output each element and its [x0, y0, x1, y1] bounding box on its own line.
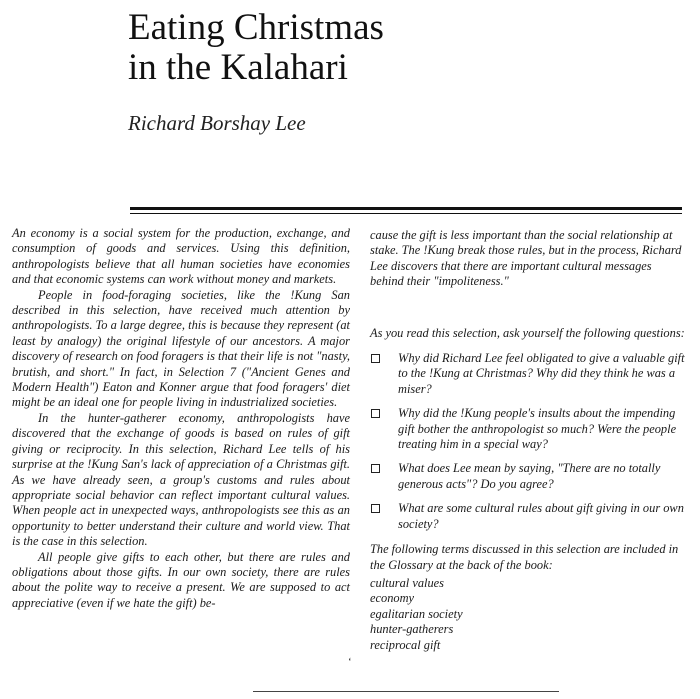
- question-item: [370, 461, 688, 492]
- question-text: Why did the !Kung people's insults about the impending gift bother the anthropologist so much? Were the people treating him in a special way?: [398, 406, 677, 452]
- empty-checkbox-icon: [371, 409, 380, 418]
- author-name: Richard Borshay Lee: [128, 111, 306, 135]
- paragraph-gifts: All people give gifts to each other, but there are rules and obligations about those gifts. In our own society, there are rules about the polite way to receive a present. We are supposed to act appreciative (even if we hate the gift) be-: [12, 549, 350, 610]
- question-item: [370, 351, 688, 397]
- glossary-intro: The following terms discussed in this selection are included in the Glossary at the back of the book:: [370, 542, 679, 572]
- question-item: [370, 406, 688, 452]
- right-column: [370, 228, 688, 653]
- paragraph-continuation: cause the gift is less important than the social relationship at stake. The !Kung break those rules, but in the process, Richard Lee discovers that there are important cultural messages behind their "impoliteness.": [370, 228, 682, 289]
- title-line-1: Eating Christmas: [128, 7, 384, 48]
- paragraph-economy: An economy is a social system for the production, exchange, and consumption of goods and services. Using this definition, anthropologists believe that all human societies have economies and that economic systems can work without money and markets.: [12, 226, 350, 287]
- paragraph-food-foragers: People in food-foraging societies, like the !Kung San described in this selection, have received much attention by anthropologists. To a large degree, this is because they represent (at least by analogy) the original lifestyle of our ancestors. A major discovery of research on food foragers is that their life is not "nasty, brutish, and short." In fact, in Selection 7 ("Ancient Genes and Modern Health") Eaton and Konner argue that food foragers' diet might be an ideal one for people living in industrialized societies.: [12, 287, 350, 410]
- glossary-term: hunter-gatherers: [370, 622, 454, 637]
- margin-mark: ʻ: [348, 656, 352, 668]
- glossary-term: egalitarian society: [370, 606, 463, 621]
- header-rule-thin: [130, 213, 682, 214]
- empty-checkbox-icon: [371, 464, 380, 473]
- question-text: What does Lee mean by saying, "There are no totally generous acts"? Do you agree?: [398, 461, 661, 491]
- footer-rule: [253, 691, 559, 692]
- empty-checkbox-icon: [371, 354, 380, 363]
- glossary-term: economy: [370, 591, 415, 606]
- title-line-2: in the Kalahari: [128, 47, 348, 88]
- questions-intro: As you read this selection, ask yourself the following questions:: [370, 325, 685, 340]
- question-item: [370, 501, 688, 532]
- question-text: What are some cultural rules about gift giving in our own society?: [398, 501, 684, 531]
- left-column: [12, 226, 350, 611]
- header-rule-thick: [130, 207, 682, 210]
- glossary-terms: [370, 576, 688, 653]
- questions-list: [370, 351, 688, 532]
- glossary-term: reciprocal gift: [370, 637, 441, 652]
- paragraph-reciprocity: In the hunter-gatherer economy, anthropologists have discovered that the exchange of goods is based on rules of gift giving or reciprocity. In this selection, Richard Lee tells of his surprise at the !Kung San's lack of appreciation of a Christmas gift. As we have already seen, a group's customs and rules about appropriate social behavior can reflect important cultural values. When people act in unexpected ways, anthropologists see this as an opportunity to better understand their culture and world view. That is the case in this selection.: [12, 410, 350, 549]
- empty-checkbox-icon: [371, 504, 380, 513]
- chapter-title: [128, 8, 384, 88]
- glossary-term: cultural values: [370, 575, 444, 590]
- question-text: Why did Richard Lee feel obligated to give a valuable gift to the !Kung at Christmas? Why did they think he was a miser?: [398, 351, 685, 396]
